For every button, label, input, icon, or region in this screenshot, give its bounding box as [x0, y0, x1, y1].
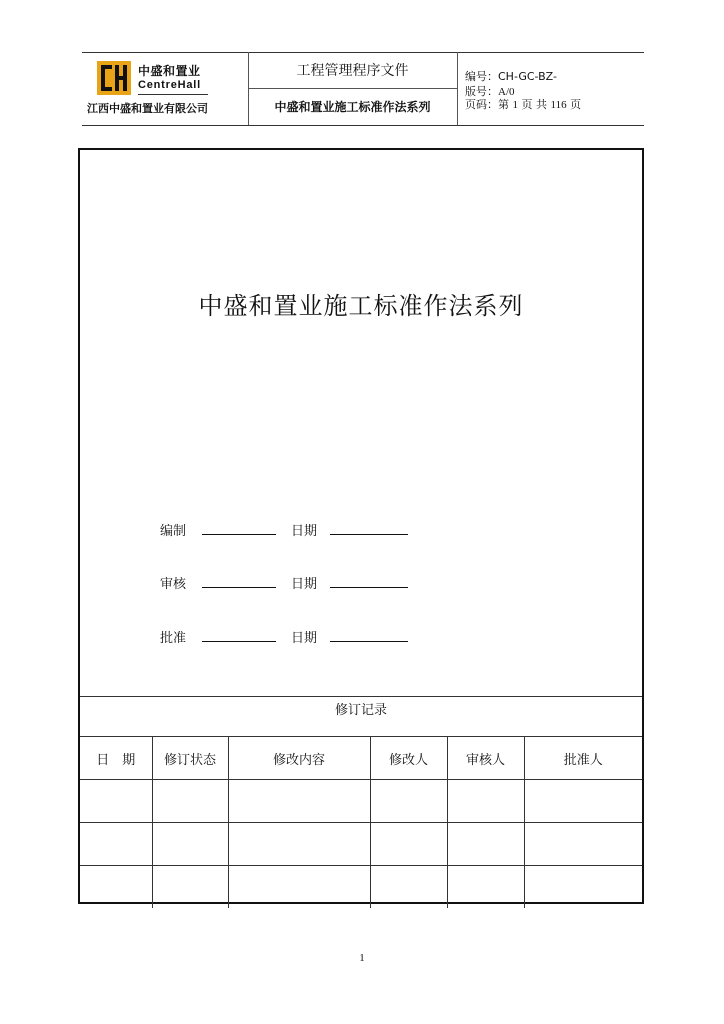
- page-current: 1: [512, 99, 518, 111]
- signature-line[interactable]: [202, 641, 276, 642]
- header-divider: [457, 52, 458, 125]
- table-cell[interactable]: [152, 780, 228, 823]
- table-cell[interactable]: [447, 823, 524, 866]
- table-cell[interactable]: [228, 823, 370, 866]
- column-header: 修改内容: [228, 737, 370, 780]
- logo-chinese-name: 中盛和置业: [138, 64, 201, 78]
- column-header: 批准人: [524, 737, 642, 780]
- signature-line[interactable]: [202, 587, 276, 588]
- signoff-label: 审核: [160, 577, 187, 592]
- date-line[interactable]: [330, 587, 408, 588]
- document-type: 工程管理程序文件: [296, 63, 409, 79]
- table-cell[interactable]: [370, 823, 447, 866]
- logo-english-name: CentreHall: [138, 79, 202, 91]
- table-cell[interactable]: [228, 866, 370, 909]
- column-header: 审核人: [447, 737, 524, 780]
- column-header: 日 期: [80, 737, 152, 780]
- company-logo-icon: [97, 61, 131, 95]
- version-value: A/0: [498, 86, 515, 98]
- version-label: 版号：: [465, 85, 498, 98]
- date-label: 日期: [291, 631, 318, 646]
- table-cell[interactable]: [447, 866, 524, 909]
- table-cell[interactable]: [524, 823, 642, 866]
- date-line[interactable]: [330, 641, 408, 642]
- table-cell[interactable]: [228, 780, 370, 823]
- table-cell[interactable]: [80, 866, 152, 909]
- page-number: 1: [359, 952, 365, 964]
- table-cell[interactable]: [152, 866, 228, 909]
- code-value: CH-GC-BZ-: [498, 70, 557, 83]
- signature-line[interactable]: [202, 534, 276, 535]
- header-bottom-rule: [82, 125, 644, 126]
- company-name: 江西中盛和置业有限公司: [87, 102, 208, 115]
- column-header: 修改人: [370, 737, 447, 780]
- table-cell[interactable]: [447, 780, 524, 823]
- date-label: 日期: [291, 524, 318, 539]
- revision-title-bar: [80, 696, 642, 736]
- page-title: 中盛和置业施工标准作法系列: [198, 292, 524, 320]
- table-row: [80, 780, 642, 823]
- column-header: 修订状态: [152, 737, 228, 780]
- table-row: [80, 866, 642, 909]
- page-suffix: 页: [570, 98, 582, 111]
- revision-title: 修订记录: [334, 703, 387, 718]
- table-cell[interactable]: [80, 823, 152, 866]
- header-divider: [248, 88, 457, 89]
- signoff-label: 批准: [160, 631, 187, 646]
- page-total: 116: [550, 99, 567, 111]
- table-cell[interactable]: [152, 823, 228, 866]
- revision-table: [80, 736, 642, 908]
- table-row: [80, 823, 642, 866]
- revision-header-row: [80, 737, 642, 780]
- table-cell[interactable]: [370, 866, 447, 909]
- page-label: 页码：第: [465, 98, 509, 111]
- page-counter: [465, 96, 581, 112]
- table-cell[interactable]: [524, 866, 642, 909]
- signoff-label: 编制: [160, 524, 187, 539]
- table-cell[interactable]: [370, 780, 447, 823]
- date-line[interactable]: [330, 534, 408, 535]
- table-cell[interactable]: [524, 780, 642, 823]
- document-code: [465, 68, 557, 84]
- document-series: 中盛和置业施工标准作法系列: [274, 100, 431, 114]
- date-label: 日期: [291, 577, 318, 592]
- cover-frame: [78, 148, 644, 904]
- code-label: 编号：: [465, 70, 498, 83]
- page-mid: 页 共: [521, 98, 547, 111]
- header-top-rule: [82, 52, 644, 53]
- logo-underline: [138, 94, 208, 95]
- table-cell[interactable]: [80, 780, 152, 823]
